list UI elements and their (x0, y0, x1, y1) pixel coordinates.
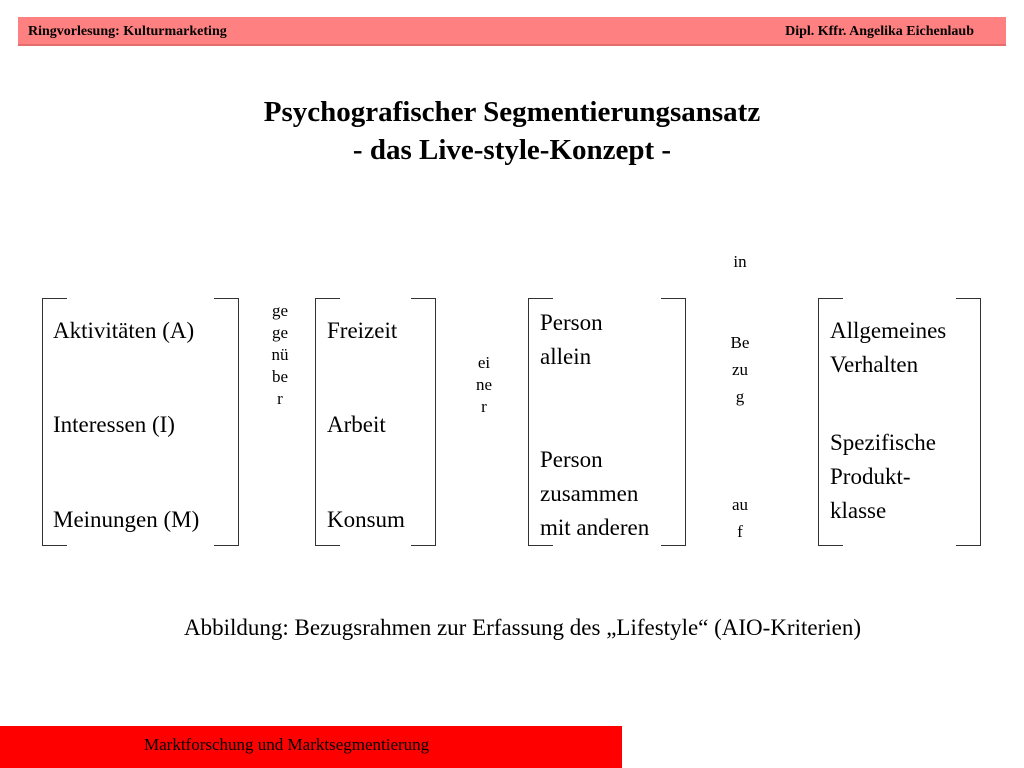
person-alone-line1: Person (540, 310, 603, 335)
author-name: Dipl. Kffr. Angelika Eichenlaub (785, 24, 974, 39)
domain-item-work: Arbeit (327, 412, 386, 437)
aio-item-activities: Aktivitäten (A) (53, 318, 195, 343)
product-class-line2: Produkt- (830, 464, 911, 489)
bracket-right (411, 298, 436, 546)
connector-auf: auf (731, 495, 749, 541)
header-bar (18, 17, 1006, 46)
product-class-line1: Spezifische (830, 430, 937, 455)
figure-caption: Abbildung: Bezugsrahmen zur Erfassung des „Lifestyle“ (AIO-Kriterien) (184, 615, 861, 640)
product-class-line3: klasse (830, 498, 887, 523)
footer-bar (0, 726, 622, 768)
connector-gegenueber: gegenüber (271, 301, 289, 408)
connector-einer: einer (475, 353, 493, 416)
aio-item-opinions: Meinungen (M) (53, 507, 200, 532)
person-together-line2: zusammen (540, 481, 639, 506)
domain-item-consumption: Konsum (327, 507, 405, 532)
bracket-right (661, 298, 686, 546)
person-together-label (540, 443, 649, 545)
title-line-1: Psychografischer Segmentierungsansatz (263, 96, 761, 128)
connector-bezug: Bezug (730, 333, 750, 406)
lecture-title: Ringvorlesung: Kulturmarketing (28, 24, 227, 39)
slide-title (0, 93, 1024, 169)
general-behavior-label (830, 314, 946, 382)
person-together-line3: mit anderen (540, 515, 650, 540)
product-class-label (830, 426, 936, 528)
domain-item-leisure: Freizeit (327, 318, 398, 343)
aio-item-interests: Interessen (I) (53, 412, 175, 437)
person-alone-line2: allein (540, 344, 592, 369)
title-line-2: - das Live-style-Konzept - (352, 134, 672, 166)
person-together-line1: Person (540, 447, 603, 472)
connector-in: in (733, 252, 747, 271)
bracket-right (956, 298, 981, 546)
bracket-right (214, 298, 239, 546)
person-alone-label (540, 306, 603, 374)
general-behavior-line2: Verhalten (830, 352, 919, 377)
footer-topic: Marktforschung und Marktsegmentierung (144, 735, 430, 754)
general-behavior-line1: Allgemeines (830, 318, 947, 343)
